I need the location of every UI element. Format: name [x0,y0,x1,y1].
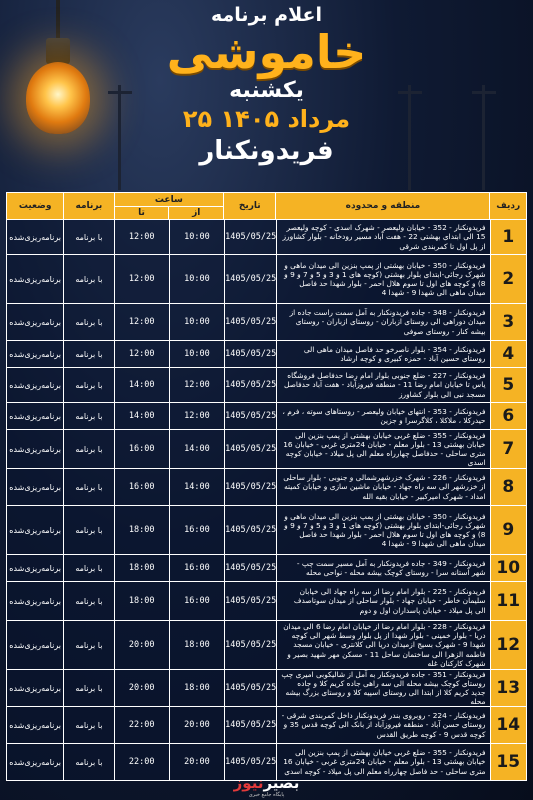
to-time-cell: 20:00 [114,621,169,669]
status-cell: برنامه‌ریزی‌شده [9,232,61,242]
program-cell: با برنامه [63,403,113,429]
row-number-cell: 8 [490,469,527,505]
table-header [6,192,527,220]
from-time-cell: 10:00 [169,255,224,303]
program-cell: با برنامه [63,506,113,554]
row-number-cell: 4 [490,341,527,367]
status-cell: برنامه‌ریزی‌شده [9,274,61,284]
status-cell: برنامه‌ریزی‌شده [9,317,61,327]
program-cell: با برنامه [63,707,113,743]
row-number-cell: 5 [490,368,527,402]
status-cell: برنامه‌ریزی‌شده [9,757,61,767]
status-cell: برنامه‌ریزی‌شده [9,444,61,454]
from-time-cell: 16:00 [169,506,224,554]
table-row [6,707,527,744]
from-time-cell: 12:00 [169,403,224,429]
header-area: منطقه و محدوده [275,193,489,219]
status-cell: برنامه‌ریزی‌شده [9,380,61,390]
status-cell: برنامه‌ریزی‌شده [9,720,61,730]
status-cell: برنامه‌ریزی‌شده [9,596,61,606]
date-cell: 1405/05/25 [224,368,276,402]
table-row [6,255,527,304]
row-number-cell: 12 [490,621,527,669]
area-cell: فریدونکنار - 351 - جاده فریدونکنار به آمل از شالیکوبی امیری چپ روستای کوچک بیشه محله الی سه راهی جاده کریم کلا و جاده جدید کریم کلا از ابتدا الی روستای اسپیه کلا و روستای بزرگ بیشه محله [276,670,489,706]
table-row [6,582,527,621]
status-cell: برنامه‌ریزی‌شده [9,482,61,492]
area-cell: فریدونکنار - 355 - ضلع غربی خیابان بهشتی از پمپ بنزین الی خیابان بهشتی 13 - بلوار معلم - خیابان 24متری غربی - خیابان 16 متری ساحلی - حد فاصل چهارراه معلم الی پل میلاد - کوچه اسدی [276,744,489,780]
program-cell: با برنامه [63,744,113,780]
area-cell: فریدونکنار - 354 - بلوار ناصرخو حد فاصل میدان ماهی الی روستای حسین آباد - حمزه کبیری و کوچه ارشاد [276,341,489,367]
table-body [6,220,527,781]
header-announce: اعلام برنامه [211,4,322,26]
from-time-cell: 14:00 [169,430,224,468]
header-city: فریدونکنار [199,136,334,166]
program-cell: با برنامه [63,304,113,340]
row-number-cell: 9 [490,506,527,554]
program-cell: با برنامه [63,670,113,706]
row-number-cell: 7 [490,430,527,468]
header-from: از [168,207,223,219]
to-time-cell: 16:00 [114,430,169,468]
date-cell: 1405/05/25 [224,555,276,581]
area-cell: فریدونکنار - 227 - ضلع جنوبی بلوار امام رضا حدفاصل فروشگاه یاس تا خیابان امام رضا 11 - منطقه فیروزآباد - هفت آباد حدفاصل مسجد نبی الی بلوار کشاورز [276,368,489,402]
status-cell: برنامه‌ریزی‌شده [9,349,61,359]
program-cell: با برنامه [63,582,113,620]
area-cell: فریدونکنار - 226 - شهرک خزرشهرشمالی و جنوبی - بلوار ساحلی از خزرشهر الی سه راه جهاد - خیابان ماشین سازی و خیابان کمیته امداد - شهرک امیرکبیر - خیابان بقیه الله [276,469,489,505]
area-cell: فریدونکنار - 353 - انتهای خیابان ولیعصر - روستاهای سوته ، فرم ، حیدرکلا ، ملاکلا ، کلاگرسرا و جزین [276,403,489,429]
to-time-cell: 12:00 [114,255,169,303]
table-row [6,469,527,506]
header-row-number: ردیف [489,193,526,219]
row-number-cell: 10 [490,555,527,581]
date-cell: 1405/05/25 [224,744,276,780]
from-time-cell: 20:00 [169,707,224,743]
date-cell: 1405/05/25 [224,220,276,254]
program-cell: با برنامه [63,555,113,581]
row-number-cell: 13 [490,670,527,706]
table-row [6,403,527,430]
row-number-cell: 1 [490,220,527,254]
row-number-cell: 11 [490,582,527,620]
row-number-cell: 14 [490,707,527,743]
from-time-cell: 10:00 [169,220,224,254]
area-cell: فریدونکنار - 350 - خیابان بهشتی از پمپ بنزین الی میدان ماهی و شهرک رجائی-ابتدای بلوار بهشتی (کوچه های 1 و 3 و 5 و 7 و 9 و 8) و کوچه های اول تا سوم هلال احمر - بلوار شهدا حد فاصل میدان ماهی الی شهدا 9 - شهدا 4 [276,506,489,554]
date-cell: 1405/05/25 [224,582,276,620]
from-time-cell: 10:00 [169,341,224,367]
row-number-cell: 6 [490,403,527,429]
date-cell: 1405/05/25 [224,621,276,669]
program-cell: با برنامه [63,220,113,254]
status-cell: برنامه‌ریزی‌شده [9,411,61,421]
header-date: ۲۵ مرداد ۱۴۰۵ [182,105,351,133]
from-time-cell: 18:00 [169,670,224,706]
to-time-cell: 18:00 [114,582,169,620]
date-cell: 1405/05/25 [224,469,276,505]
date-cell: 1405/05/25 [224,670,276,706]
from-time-cell: 12:00 [169,368,224,402]
program-cell: با برنامه [63,430,113,468]
to-time-cell: 18:00 [114,555,169,581]
area-cell: فریدونکنار - 352 - خیابان ولیعصر - شهرک اسدی - کوچه ولیعصر 15 الی ابتدای بهشتی 22 - هفت آباد مسیر رودخانه - بلوار کشاورز از پل اول تا کمربندی شرقی [276,220,489,254]
header-to: تا [138,208,145,218]
area-cell: فریدونکنار - 348 - جاده فریدونکنار به آمل سمت راست جاده از میدان دوراهی الی روستای ازباران - روستای ازباران - روستای بیشه کنار - روستای صوفی [276,304,489,340]
table-row [6,621,527,670]
from-time-cell: 14:00 [169,469,224,505]
to-time-cell: 16:00 [114,469,169,505]
from-time-cell: 10:00 [169,304,224,340]
brand-tagline: پایگاه جامع خبری [248,792,285,798]
status-cell: برنامه‌ریزی‌شده [9,683,61,693]
to-time-cell: 12:00 [114,220,169,254]
to-time-cell: 20:00 [114,670,169,706]
table-row [6,341,527,368]
header-title: خاموشی [166,25,367,79]
row-number-cell: 15 [490,744,527,780]
date-cell: 1405/05/25 [224,341,276,367]
to-time-cell: 18:00 [114,506,169,554]
outage-table [6,192,527,781]
from-time-cell: 18:00 [169,621,224,669]
from-time-cell: 16:00 [169,582,224,620]
date-cell: 1405/05/25 [224,430,276,468]
header-day: یکشنبه [229,78,304,103]
table-row [6,368,527,403]
footer [0,774,533,798]
row-number-cell: 3 [490,304,527,340]
area-cell: فریدونکنار - 228 - بلوار امام رضا از خیابان امام رضا 6 الی میدان دریا - بلوار خمینی - بلوار شهدا از پل بلوار وسط شهر الی کوچه شهدا 9 - شهرک بسیج ازمیدان دریا الی کلانتری - خیابان مسجد فاطمه الزهرا الی ساختمان ساحل 11 - مسکن مهر شهید بصیر و شهرک کارکنان غله [276,621,489,669]
status-cell: برنامه‌ریزی‌شده [9,640,61,650]
table-row [6,430,527,469]
brand-logo [0,774,533,792]
from-time-cell: 20:00 [169,744,224,780]
program-cell: با برنامه [63,368,113,402]
row-number-cell: 2 [490,255,527,303]
program-cell: با برنامه [63,469,113,505]
date-cell: 1405/05/25 [224,403,276,429]
header-time [114,193,224,219]
area-cell: فریدونکنار - 350 - خیابان بهشتی از پمپ بنزین الی میدان ماهی و شهرک رجائی-ابتدای بلوار بهشتی (کوچه های 1 و 3 و 5 و 7 و 9 و 8) و کوچه های اول تا سوم هلال احمر - بلوار شهدا حد فاصل میدان ماهی الی شهدا 9 - شهدا 4 [276,255,489,303]
to-time-cell: 22:00 [114,707,169,743]
program-cell: با برنامه [63,621,113,669]
from-time-cell: 16:00 [169,555,224,581]
status-cell: برنامه‌ریزی‌شده [9,563,61,573]
to-time-cell: 14:00 [114,368,169,402]
header-status: وضعیت [18,201,52,211]
program-cell: با برنامه [63,255,113,303]
program-cell: با برنامه [63,341,113,367]
table-row [6,506,527,555]
brand-part-b: نیوز [233,774,264,792]
to-time-cell: 14:00 [114,403,169,429]
date-cell: 1405/05/25 [224,304,276,340]
header-time-label: ساعت [115,193,224,207]
table-row [6,220,527,255]
date-cell: 1405/05/25 [224,255,276,303]
date-cell: 1405/05/25 [224,707,276,743]
area-cell: فریدونکنار - 224 - روبروی بندر فریدونکنار داخل کمربندی شرقی - روستای حسن آباد - منطقه فیروزآباد از بانک الی کوچه قدس 35 و کوچه قدس 9 - کوچه طریق القدس [276,707,489,743]
to-time-cell: 12:00 [114,341,169,367]
date-cell: 1405/05/25 [224,506,276,554]
area-cell: فریدونکنار - 225 - بلوار امام رضا از سه راه جهاد الی خیابان سلیمان خاطر - خیابان جهاد - بلوار ساحلی از میدان سوتاصدف الی پل میلاد - خیابان پاسداران اول و دوم [276,582,489,620]
to-time-cell: 22:00 [114,744,169,780]
area-cell: فریدونکنار - 349 - جاده فریدونکنار به آمل مسیر سمت چپ - شهر آستانه سرا - روستای کوچک بیشه محله - نواحی محله [276,555,489,581]
status-cell: برنامه‌ریزی‌شده [9,525,61,535]
table-row [6,670,527,707]
page-header [0,4,533,168]
table-row [6,555,527,582]
area-cell: فریدونکنار - 355 - ضلع غربی خیابان بهشتی از پمپ بنزین الی خیابان بهشتی 13 - بلوار معلم - خیابان 24متری غربی - خیابان 16 متری ساحلی - حدفاصل چهارراه معلم الی پل میلاد - خیابان کوچه اسدی [276,430,489,468]
header-date-col: تاریخ [223,193,275,219]
brand-part-a: بصیر [263,774,300,792]
to-time-cell: 12:00 [114,304,169,340]
table-row [6,304,527,341]
header-program: برنامه [63,193,113,219]
